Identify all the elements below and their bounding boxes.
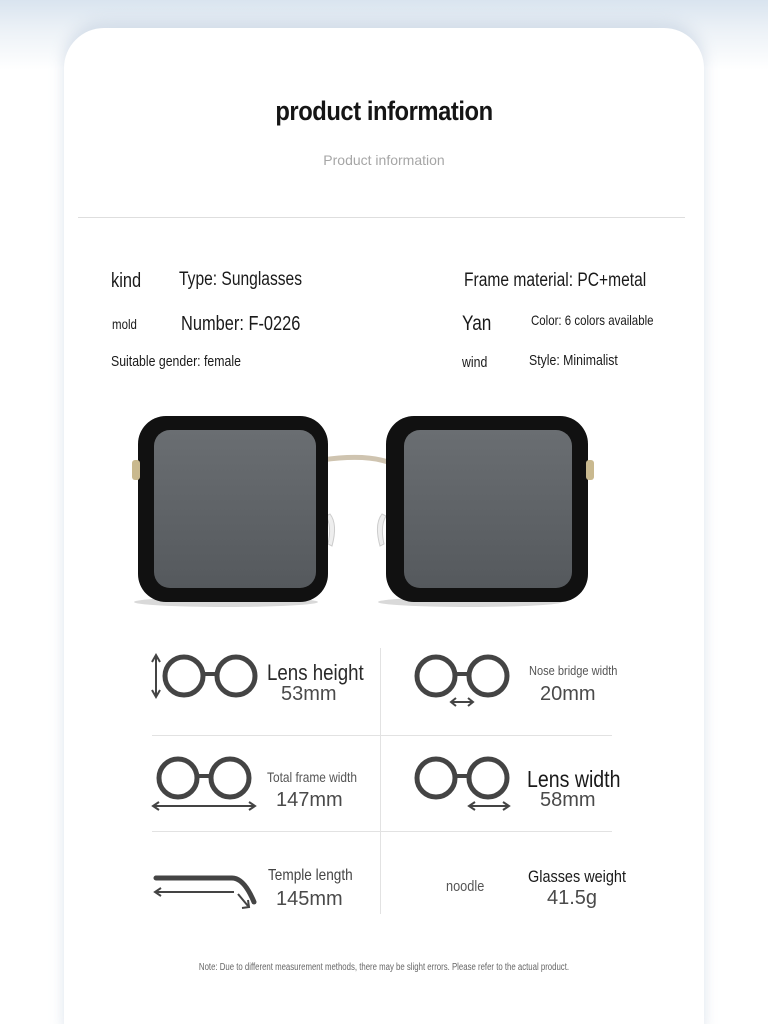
nose-bridge-label: Nose bridge width	[529, 663, 618, 678]
spec-type: Type: Sunglasses	[179, 269, 302, 290]
lens-height-value: 53mm	[281, 683, 337, 705]
sunglasses-product-image	[124, 404, 604, 618]
noodle-label: noodle	[446, 878, 485, 895]
spec-mold-label: mold	[112, 316, 137, 332]
spec-color: Color: 6 colors available	[531, 312, 654, 328]
nose-bridge-value: 20mm	[540, 683, 596, 705]
spec-kind-label: kind	[111, 270, 142, 292]
lens-height-icon	[150, 652, 262, 700]
measure-grid-vertical	[380, 648, 381, 914]
temple-length-label: Temple length	[268, 867, 353, 884]
measure-grid-row-divider-1	[152, 735, 612, 736]
spec-style: Style: Minimalist	[529, 352, 618, 369]
glasses-weight-value: 41.5g	[547, 887, 598, 909]
nose-bridge-icon	[408, 652, 516, 708]
lens-width-label: Lens width	[527, 766, 621, 792]
spec-wind-label: wind	[462, 354, 488, 371]
spec-gender: Suitable gender: female	[111, 353, 241, 370]
lens-width-icon	[408, 754, 516, 812]
glasses-weight-label: Glasses weight	[528, 867, 626, 886]
lens-height-label: Lens height	[267, 660, 364, 685]
temple-length-value: 145mm	[276, 888, 343, 910]
lens-width-value: 58mm	[540, 789, 596, 811]
page-title: product information	[275, 96, 493, 126]
total-frame-width-icon	[150, 754, 258, 812]
page-subtitle: Product information	[323, 152, 445, 168]
temple-length-icon	[152, 868, 260, 912]
header-divider	[78, 217, 685, 218]
measure-grid-row-divider-2	[152, 831, 612, 832]
spec-yan-label: Yan	[462, 312, 492, 335]
spec-frame-material: Frame material: PC+metal	[464, 270, 647, 291]
total-frame-width-label: Total frame width	[267, 769, 357, 785]
footer-note: Note: Due to different measurement methods, there may be slight errors. Please refer to the actual product.	[198, 962, 570, 973]
total-frame-width-value: 147mm	[276, 789, 343, 811]
spec-number: Number: F-0226	[181, 313, 301, 335]
